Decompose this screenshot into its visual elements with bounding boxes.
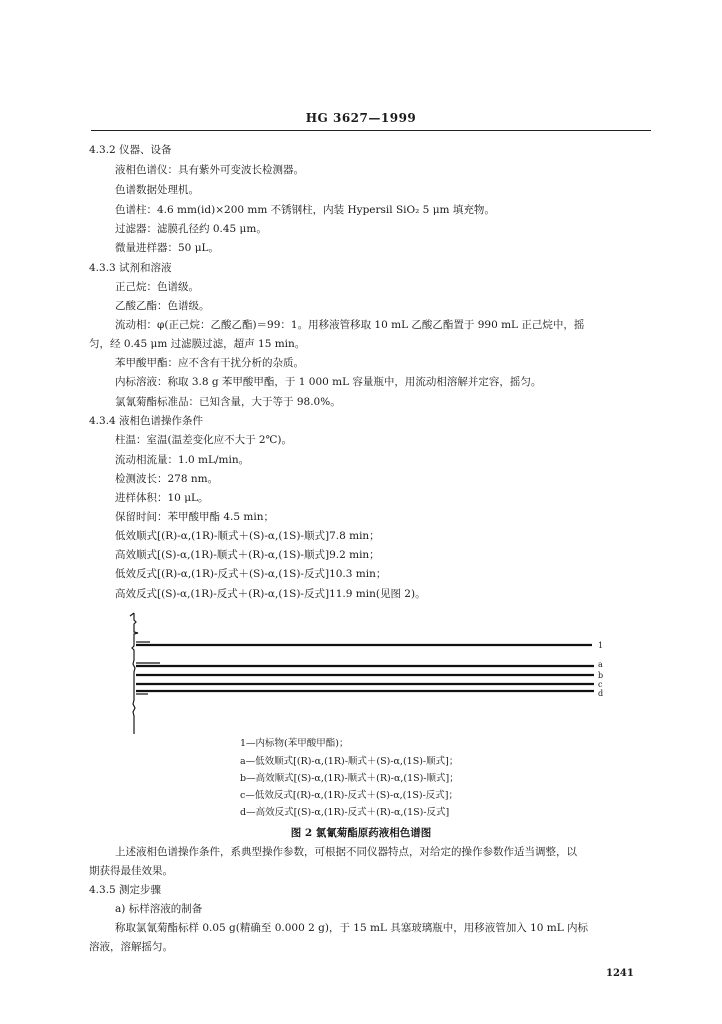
text-line: 流动相流量：1.0 mL/min。 [115,454,250,466]
chromatogram-baseline [132,613,138,734]
text-line: 上述液相色谱操作条件，系典型操作参数，可根据不同仪器特点，对给定的操作参数作适当调整，以 [115,846,577,858]
text-line: 进样体积：10 μL。 [115,492,209,504]
text-line: 乙酸乙酯：色谱级。 [115,300,210,312]
text-line: 匀，经 0.45 μm 过滤膜过滤，超声 15 min。 [89,338,306,350]
peak-label-d: d [598,689,604,698]
text-line: 高效反式[(S)-α,(1R)-反式＋(R)-α,(1S)-反式]11.9 min(见图 2)。 [115,588,426,600]
section-4-3-4-heading: 4.3.4 液相色谱操作条件 [89,415,204,427]
peak-label-c: c [598,680,603,689]
section-4-3-5-heading: 4.3.5 测定步骤 [89,884,162,896]
figure-caption: 图 2 氯氰菊酯原药液相色谱图 [290,827,432,839]
section-4-3-2-heading: 4.3.2 仪器、设备 [89,144,172,156]
text-line: 内标溶液：称取 3.8 g 苯甲酸甲酯，于 1 000 mL 容量瓶中，用流动相溶解并定容，摇匀。 [115,376,542,388]
chromatogram-figure [120,608,610,738]
legend-item: 1—内标物(苯甲酸甲酯)； [240,738,349,749]
text-line: 低效顺式[(R)-α,(1R)-顺式＋(S)-α,(1S)-顺式]7.8 min； [115,530,380,542]
legend-item: b—高效顺式[(S)-α,(1R)-顺式＋(R)-α,(1S)-顺式]； [240,773,459,784]
text-line: 低效反式[(R)-α,(1R)-反式＋(S)-α,(1S)-反式]10.3 min； [115,568,387,580]
text-line: 液相色谱仪：具有紫外可变波长检测器。 [115,164,304,176]
sub-heading: a) 标样溶液的制备 [115,903,203,915]
peak-label-b: b [598,671,604,680]
text-line: 微量进样器：50 μL。 [115,242,219,254]
chromatogram-start-mark [130,613,134,616]
text-line: 期获得最佳效果。 [89,865,173,877]
legend-item: d—高效反式[(S)-α,(1R)-反式＋(R)-α,(1S)-反式] [240,807,450,818]
text-line: 色谱数据处理机。 [115,184,199,196]
section-4-3-3-heading: 4.3.3 试剂和溶液 [89,262,172,274]
peak-label-1: 1 [598,641,604,650]
text-line: 溶液，溶解摇匀。 [89,941,173,953]
peak-label-a: a [598,660,603,669]
text-line: 氯氰菊酯标准品：已知含量，大于等于 98.0%。 [115,396,341,408]
text-line: 苯甲酸甲酯：应不含有干扰分析的杂质。 [115,357,304,369]
text-line: 色谱柱：4.6 mm(id)×200 mm 不锈钢柱，内装 Hypersil SiO₂ 5 μm 填充物。 [115,204,495,216]
text-line: 称取氯氰菊酯标样 0.05 g(精确至 0.000 2 g)，于 15 mL 具塞玻璃瓶中，用移液管加入 10 mL 内标 [115,922,589,934]
standard-code-header: HG 3627—1999 [305,111,417,125]
legend-item: a—低效顺式[(R)-α,(1R)-顺式＋(S)-α,(1S)-顺式]； [240,756,459,767]
text-line: 过滤器：滤膜孔径约 0.45 μm。 [115,223,267,235]
text-line: 柱温：室温(温差变化应不大于 2℃)。 [115,434,292,446]
text-line: 流动相：φ(正己烷：乙酸乙酯)＝99：1。用移液管移取 10 mL 乙酸乙酯置于 990 mL 正己烷中，摇 [115,319,585,331]
legend-item: c—低效反式[(R)-α,(1R)-反式＋(S)-α,(1S)-反式]； [240,790,459,801]
text-line: 保留时间：苯甲酸甲酯 4.5 min； [115,511,274,523]
header-rule [91,130,651,131]
text-line: 检测波长：278 nm。 [115,473,219,485]
text-line: 高效顺式[(S)-α,(1R)-顺式＋(R)-α,(1S)-顺式]9.2 min； [115,549,380,561]
page-number: 1241 [606,968,634,979]
text-line: 正己烷：色谱级。 [115,281,199,293]
